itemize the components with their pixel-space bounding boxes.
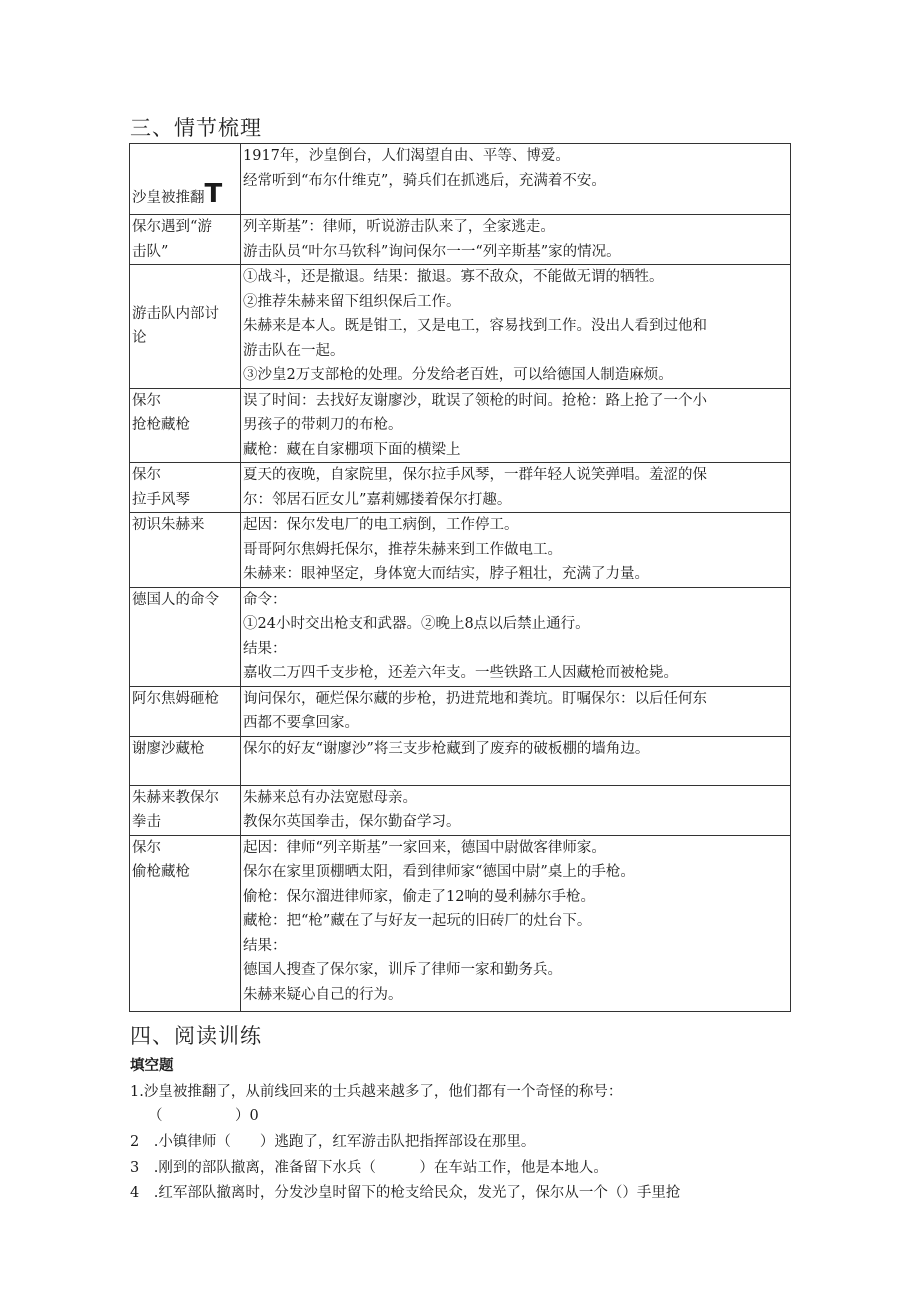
plot-content-line: ③沙皇2万支部枪的处理。分发给老百姓，可以给德国人制造麻烦。	[243, 367, 673, 383]
plot-label-text: 谢廖沙藏枪	[132, 740, 205, 757]
plot-content-line: 尔：邻居石匠女儿”嘉莉娜搂着保尔打趣。	[243, 491, 512, 508]
plot-label-text: 保尔	[132, 467, 161, 483]
plot-content-cell	[241, 388, 791, 463]
plot-content-line: 1917年，沙皇倒台，人们渴望自由、平等、博爱。	[243, 148, 570, 164]
plot-content-cell	[241, 265, 791, 389]
plot-label-cell	[130, 463, 241, 513]
plot-content-line: 询问保尔，砸烂保尔藏的步枪，扔进荒地和粪坑。盯嘱保尔：以后任何东	[243, 690, 707, 707]
plot-content-cell	[241, 513, 791, 588]
plot-content-line: 嘉收二万四千支步枪，还差六年支。一些铁路工人因藏枪而被枪毙。	[243, 665, 678, 681]
question-4: 4 .红军部队撤离时，分发沙皇时留下的枪支给民众，发光了，保尔从一个（）手里抢	[130, 1185, 681, 1201]
plot-content-cell	[241, 736, 791, 785]
plot-content-cell	[241, 785, 791, 835]
plot-row	[130, 736, 791, 785]
plot-label-text: 朱赫来教保尔	[132, 789, 219, 806]
plot-content-line: 保尔的好友“谢廖沙”将三支步枪藏到了废弃的破板棚的墙角边。	[243, 740, 650, 757]
question-1: 1.沙皇被推翻了，从前线回来的士兵越来越多了，他们都有一个奇怪的称号：	[130, 1084, 623, 1100]
plot-label-cell	[130, 835, 241, 1011]
plot-content-line: 西都不要拿回家。	[243, 715, 359, 731]
plot-content-line: ②推荐朱赫来留下组织保后工作。	[243, 293, 461, 310]
section-4-title: 四、阅读训练	[130, 1024, 262, 1048]
plot-row	[130, 513, 791, 588]
plot-content-cell	[241, 463, 791, 513]
plot-content-line: 藏枪：把“枪”藏在了与好友一起玩的旧砖厂的灶台下。	[243, 913, 592, 929]
plot-label-text: 拳击	[132, 814, 161, 830]
plot-label-text: 论	[132, 330, 147, 347]
plot-content-line: ①24小时交出枪支和武器。②晚上8点以后禁止通行。	[243, 616, 590, 632]
plot-content-line: 误了时间：去找好友谢廖沙，耽误了领枪的时间。抢枪：路上抢了一个小	[243, 392, 707, 409]
plot-content-line: 教保尔英国拳击，保尔勤奋学习。	[243, 814, 461, 830]
plot-content-line: 德国人搜查了保尔家，训斥了律师一家和勤务兵。	[243, 962, 562, 978]
plot-content-line: 朱赫来疑心自己的行为。	[243, 986, 403, 1003]
plot-label-text: 偷枪藏枪	[132, 864, 190, 880]
plot-label-text: 击队”	[132, 243, 169, 260]
plot-content-line: 哥哥阿尔焦姆托保尔，推荐朱赫来到工作做电工。	[243, 541, 562, 558]
plot-label-text: 保尔遇到“游	[132, 219, 212, 235]
plot-row	[130, 388, 791, 463]
plot-content-line: 起因：保尔发电厂的电工病倒，工作停工。	[243, 517, 519, 533]
plot-label-cell	[130, 388, 241, 463]
fill-blank-heading: 填空题	[130, 1058, 174, 1074]
section-3-title: 三、情节梳理	[130, 116, 262, 140]
plot-content-line: 游击队员“叶尔马钦科”询问保尔一一“列辛斯基”家的情况。	[243, 243, 621, 260]
plot-label-cell	[130, 144, 241, 215]
plot-content-cell	[241, 144, 791, 215]
plot-content-cell	[241, 587, 791, 686]
plot-content-line: 结果：	[243, 640, 287, 657]
plot-row	[130, 144, 791, 215]
plot-label-cell	[130, 265, 241, 389]
plot-content-line: 夏天的夜晚，自家院里，保尔拉手风琴，一群年轻人说笑弹唱。羞涩的保	[243, 467, 707, 483]
plot-label-text: 保尔	[132, 839, 161, 856]
plot-content-line: 男孩子的带刺刀的布枪。	[243, 417, 403, 433]
question-1-blank: （ ）0	[148, 1108, 259, 1124]
plot-label-text: 初识朱赫来	[132, 517, 205, 533]
plot-label-cell	[130, 736, 241, 785]
plot-table	[129, 143, 791, 1012]
plot-content-line: 保尔在家里顶棚晒太阳，看到律师家“德国中尉”桌上的手枪。	[243, 864, 635, 880]
plot-content-line: 藏枪：藏在自家棚项下面的横梁上	[243, 441, 461, 458]
plot-row	[130, 785, 791, 835]
plot-label-cell	[130, 587, 241, 686]
plot-content-line: 列辛斯基”：律师，听说游击队来了，全家逃走。	[243, 219, 555, 235]
plot-label-cell	[130, 686, 241, 736]
plot-content-line: 经常听到“布尔什维克”，骑兵们在抓逃后，充满着不安。	[243, 172, 606, 189]
plot-row	[130, 587, 791, 686]
plot-content-cell	[241, 686, 791, 736]
plot-row	[130, 835, 791, 1011]
question-2: 2 .小镇律师（ ）逃跑了，红军游击队把指挥部设在那里。	[130, 1134, 536, 1150]
plot-row	[130, 686, 791, 736]
plot-row	[130, 463, 791, 513]
plot-content-line: ①战斗，还是撤退。结果：撤退。寡不敌众，不能做无谓的牺牲。	[243, 269, 664, 285]
plot-label-cell	[130, 513, 241, 588]
plot-label-text: 阿尔焦姆砸枪	[132, 690, 219, 707]
plot-content-line: 结果：	[243, 937, 287, 954]
plot-label-text: 沙皇被推翻	[132, 189, 205, 206]
plot-label-cell	[130, 215, 241, 265]
plot-content-line: 朱赫来：眼神坚定，身体宽大而结实，脖子粗壮，充满了力量。	[243, 566, 649, 582]
question-3: 3 .刚到的部队撤离，准备留下水兵（ ）在车站工作，他是本地人。	[130, 1160, 608, 1176]
plot-label-text: 拉手风琴	[132, 491, 190, 508]
plot-label-text: 抢枪藏枪	[132, 417, 190, 433]
plot-content-line: 游击队在一起。	[243, 342, 345, 359]
plot-label-cell	[130, 785, 241, 835]
plot-content-line: 朱赫来是本人。既是钳工，又是电工，容易找到工作。没出人看到过他和	[243, 318, 707, 334]
plot-content-line: 朱赫来总有办法宽慰母亲。	[243, 789, 417, 806]
plot-content-line: 起因：律师“列辛斯基”一家回来，德国中尉做客律师家。	[243, 839, 606, 856]
plot-content-cell	[241, 835, 791, 1011]
plot-content-line: 命令：	[243, 591, 287, 608]
plot-content-cell	[241, 215, 791, 265]
plot-row	[130, 265, 791, 389]
plot-row	[130, 215, 791, 265]
plot-label-text: 保尔	[132, 392, 161, 409]
plot-content-line: 偷枪：保尔溜进律师家，偷走了12响的曼利赫尔手枪。	[243, 888, 595, 905]
plot-label-text: T	[204, 178, 223, 209]
plot-label-text: 德国人的命令	[132, 591, 219, 608]
plot-label-text: 游击队内部讨	[132, 305, 219, 322]
